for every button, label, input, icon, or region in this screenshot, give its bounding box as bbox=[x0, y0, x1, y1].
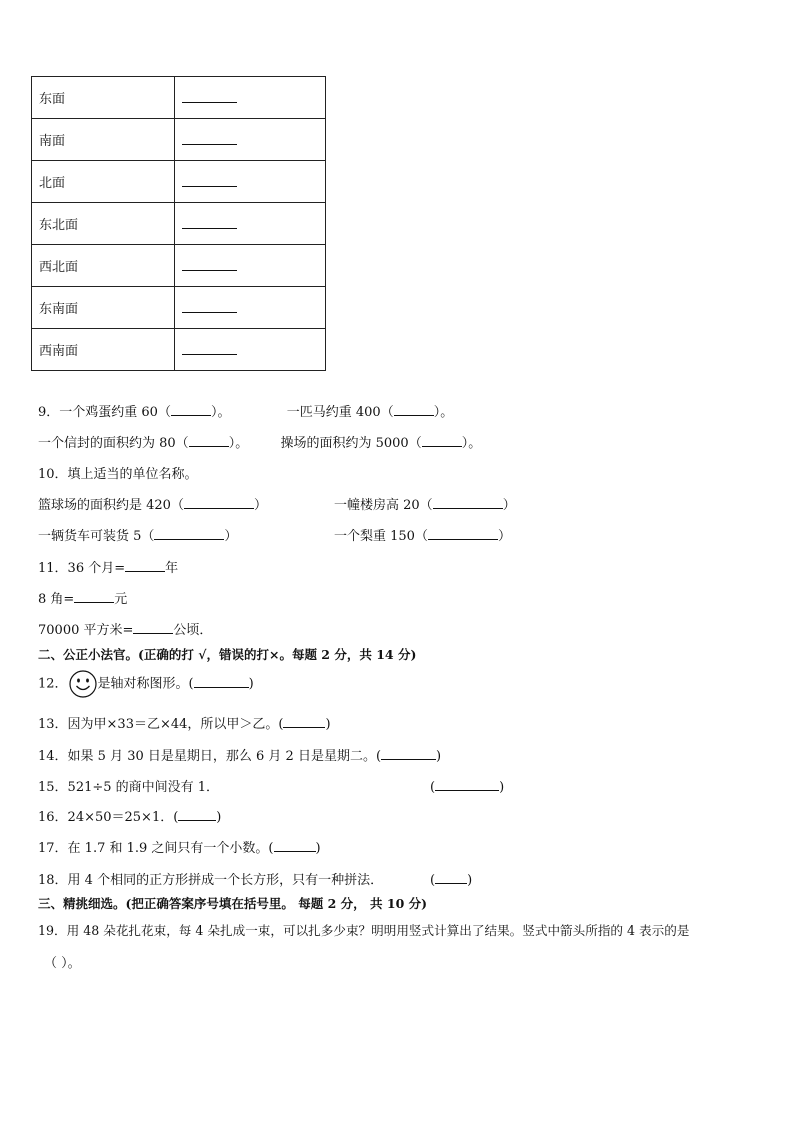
q11-line1 bbox=[38, 557, 178, 576]
direction-answer-cell bbox=[175, 287, 326, 329]
q17-answer-blank[interactable] bbox=[274, 837, 316, 852]
q11-a-blank[interactable] bbox=[125, 557, 165, 572]
direction-answer-blank[interactable] bbox=[182, 88, 237, 103]
direction-answer-blank[interactable] bbox=[182, 256, 237, 271]
q9-d-suffix: ）。 bbox=[461, 436, 482, 451]
q17-suffix: ) bbox=[315, 841, 321, 856]
direction-label: 西北面 bbox=[32, 245, 175, 287]
direction-label: 西南面 bbox=[32, 329, 175, 371]
q11-b-blank[interactable] bbox=[74, 588, 114, 603]
q13-answer-blank[interactable] bbox=[283, 713, 325, 728]
q13-text: 13．因为甲×33＝乙×44，所以甲＞乙。( bbox=[38, 717, 284, 732]
q16-text: 16．24×50＝25×1．( bbox=[38, 810, 179, 825]
smiley-face-icon bbox=[69, 670, 97, 698]
q18-suffix: ) bbox=[467, 873, 473, 888]
q9-c-suffix: ）。 bbox=[228, 436, 249, 451]
q9-c-blank[interactable] bbox=[189, 432, 229, 447]
direction-answer-cell bbox=[175, 77, 326, 119]
q12-answer-blank[interactable] bbox=[194, 673, 249, 688]
table-row bbox=[32, 203, 326, 245]
table-row bbox=[32, 77, 326, 119]
q15-suffix: ) bbox=[499, 780, 505, 795]
direction-answer-cell bbox=[175, 119, 326, 161]
table-row bbox=[32, 161, 326, 203]
direction-label: 东北面 bbox=[32, 203, 175, 245]
q12-text: 是轴对称图形。( bbox=[97, 676, 194, 692]
q9-a-blank[interactable] bbox=[171, 401, 211, 416]
direction-answer-blank[interactable] bbox=[182, 214, 237, 229]
q9-d-prefix: 操场的面积约为 5000（ bbox=[280, 436, 422, 451]
direction-answer-cell bbox=[175, 161, 326, 203]
table-row bbox=[32, 329, 326, 371]
q10-b-blank[interactable] bbox=[433, 494, 503, 509]
q10-line2 bbox=[38, 525, 511, 544]
q19-line1: 19．用 48 朵花扎花束，每 4 朵扎成一束，可以扎多少束？明明用竖式计算出了结果。竖式中箭头所指的 4 表示的是 bbox=[38, 923, 690, 938]
q11-c-blank[interactable] bbox=[133, 619, 173, 634]
q9-b-blank[interactable] bbox=[394, 401, 434, 416]
q9-line2 bbox=[38, 432, 481, 451]
q10-a-prefix: 篮球场的面积约是 420（ bbox=[38, 498, 184, 513]
q11-a-prefix: 11．36 个月= bbox=[38, 561, 126, 576]
q11-c-prefix: 70000 平方米= bbox=[38, 623, 134, 638]
q10-d-prefix: 一个梨重 150（ bbox=[334, 529, 428, 544]
q10-d-blank[interactable] bbox=[428, 525, 498, 540]
section3-heading: 三、精挑细选。(把正确答案序号填在括号里。 每题 2 分， 共 10 分) bbox=[38, 896, 428, 911]
q10-a-suffix: ） bbox=[253, 498, 267, 513]
q15-paren-open: ( bbox=[430, 780, 436, 795]
direction-answer-blank[interactable] bbox=[182, 298, 237, 313]
q17-line bbox=[38, 837, 321, 856]
table-row bbox=[32, 119, 326, 161]
direction-label: 南面 bbox=[32, 119, 175, 161]
direction-table bbox=[31, 76, 326, 371]
q15-text: 15．521÷5 的商中间没有 1． bbox=[38, 780, 220, 795]
direction-label: 东南面 bbox=[32, 287, 175, 329]
q15-answer-blank[interactable] bbox=[435, 776, 499, 791]
q14-suffix: ) bbox=[436, 749, 442, 764]
q9-d-blank[interactable] bbox=[422, 432, 462, 447]
q10-c-suffix: ） bbox=[224, 529, 238, 544]
q16-answer-blank[interactable] bbox=[178, 806, 216, 821]
q10-d-suffix: ） bbox=[497, 529, 511, 544]
q16-suffix: ) bbox=[216, 810, 222, 825]
q11-b-suffix: 元 bbox=[114, 592, 128, 607]
q18-line bbox=[38, 869, 472, 888]
q12-line bbox=[38, 670, 254, 698]
q9-a-suffix: ）。 bbox=[210, 405, 231, 420]
q11-c-suffix: 公顷． bbox=[173, 623, 213, 638]
direction-answer-cell bbox=[175, 245, 326, 287]
q11-a-suffix: 年 bbox=[165, 561, 179, 576]
q16-line bbox=[38, 806, 221, 825]
q9-b-prefix: 一匹马约重 400（ bbox=[286, 405, 394, 420]
q12-prefix: 12． bbox=[38, 676, 68, 692]
table-row bbox=[32, 287, 326, 329]
direction-answer-cell bbox=[175, 203, 326, 245]
q9-c-prefix: 一个信封的面积约为 80（ bbox=[38, 436, 189, 451]
q9-b-suffix: ）。 bbox=[433, 405, 454, 420]
q13-line bbox=[38, 713, 331, 732]
q12-suffix: ) bbox=[248, 676, 254, 692]
q10-c-prefix: 一辆货车可装货 5（ bbox=[38, 529, 155, 544]
q10-b-suffix: ） bbox=[502, 498, 516, 513]
q19-line2: （ ）。 bbox=[44, 956, 81, 971]
q13-suffix: ) bbox=[325, 717, 331, 732]
q10-line1 bbox=[38, 494, 516, 513]
q10-a-blank[interactable] bbox=[184, 494, 254, 509]
q11-line3 bbox=[38, 619, 212, 638]
q15-line bbox=[38, 776, 504, 795]
direction-label: 东面 bbox=[32, 77, 175, 119]
q11-b-prefix: 8 角= bbox=[38, 592, 75, 607]
q17-text: 17．在 1.7 和 1.9 之间只有一个小数。( bbox=[38, 841, 274, 856]
direction-answer-blank[interactable] bbox=[182, 130, 237, 145]
q9-a-prefix: 9．一个鸡蛋约重 60（ bbox=[38, 405, 171, 420]
q14-line bbox=[38, 745, 441, 764]
direction-answer-blank[interactable] bbox=[182, 172, 237, 187]
direction-answer-blank[interactable] bbox=[182, 340, 237, 355]
q11-line2 bbox=[38, 588, 127, 607]
q18-answer-blank[interactable] bbox=[435, 869, 467, 884]
q18-paren-open: ( bbox=[430, 873, 436, 888]
q14-answer-blank[interactable] bbox=[381, 745, 436, 760]
direction-answer-cell bbox=[175, 329, 326, 371]
q9-line1 bbox=[38, 401, 453, 420]
q10-b-prefix: 一幢楼房高 20（ bbox=[334, 498, 433, 513]
section2-heading: 二、公正小法官。(正确的打 √，错误的打×。每题 2 分，共 14 分) bbox=[38, 647, 417, 662]
q10-c-blank[interactable] bbox=[154, 525, 224, 540]
q14-text: 14．如果 5 月 30 日是星期日，那么 6 月 2 日是星期二。( bbox=[38, 749, 382, 764]
direction-label: 北面 bbox=[32, 161, 175, 203]
q10-title: 10．填上适当的单位名称。 bbox=[38, 467, 198, 482]
table-row bbox=[32, 245, 326, 287]
q18-text: 18．用 4 个相同的正方形拼成一个长方形，只有一种拼法． bbox=[38, 873, 384, 888]
